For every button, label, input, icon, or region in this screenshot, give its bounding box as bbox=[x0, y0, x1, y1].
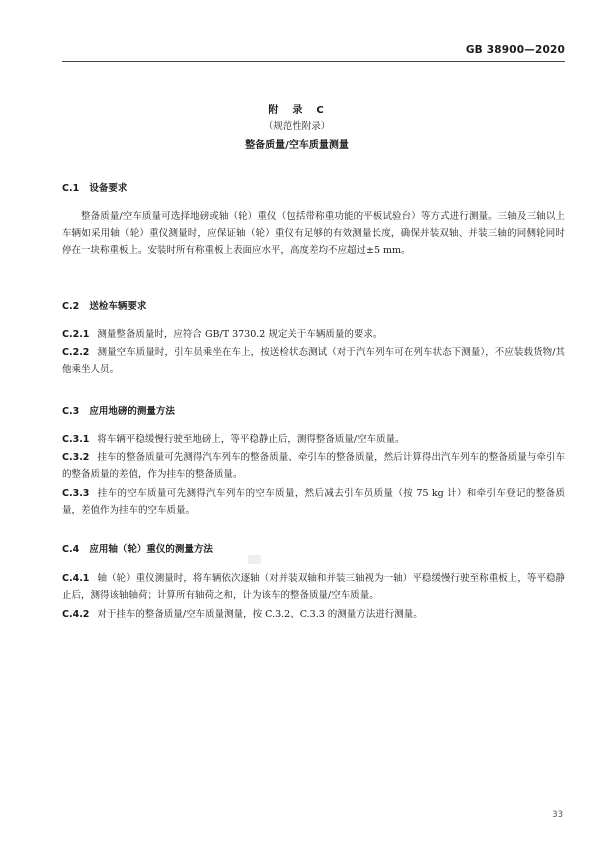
clause-number: C.4.2 bbox=[62, 609, 90, 620]
clause-number: C.4.1 bbox=[62, 573, 90, 584]
section-heading-c4 bbox=[62, 541, 213, 555]
clause-number: C.3.1 bbox=[62, 434, 90, 445]
clause-text: 对于挂车的整备质量/空车质量测量，按 C.3.2、C.3.3 的测量方法进行测量。 bbox=[97, 609, 423, 620]
paragraph: 整备质量/空车质量可选择地磅或轴（轮）重仪（包括带称重功能的平板试验台）等方式进行测量。三轴及三轴以上车辆如采用轴（轮）重仪测量时，应保证轴（轮）重仪有足够的有效测量长度，确保并装双轴、并装三轴的同侧轮同时停在一块称重板上。安装时所有称重板上表面应水平，高度差均不应超过±5 mm。 bbox=[62, 211, 565, 256]
annex-label: 附 录 C bbox=[268, 105, 326, 116]
annex-title: 整备质量/空车质量测量 bbox=[245, 140, 349, 151]
clause-c4-1 bbox=[62, 570, 565, 604]
page-number: 33 bbox=[552, 810, 563, 820]
clause-c2-2 bbox=[62, 344, 565, 378]
watermark-mark bbox=[248, 555, 261, 564]
section-heading-c3 bbox=[62, 403, 175, 417]
section-heading-c1 bbox=[62, 180, 127, 194]
clause-number: C.3.2 bbox=[62, 452, 90, 463]
section-heading-c2 bbox=[62, 298, 146, 312]
section-title: 设备要求 bbox=[89, 183, 128, 194]
clause-c4-2 bbox=[62, 606, 565, 623]
section-title: 应用轴（轮）重仪的测量方法 bbox=[89, 544, 213, 555]
annex-type: （规范性附录） bbox=[263, 121, 331, 132]
clause-text: 将车辆平稳缓慢行驶至地磅上，等平稳静止后，测得整备质量/空车质量。 bbox=[97, 434, 405, 445]
clause-number: C.2.1 bbox=[62, 329, 90, 340]
section-title: 应用地磅的测量方法 bbox=[89, 406, 175, 417]
section-number: C.1 bbox=[62, 183, 80, 194]
clause-number: C.3.3 bbox=[62, 488, 90, 499]
section-number: C.3 bbox=[62, 406, 80, 417]
clause-text: 挂车的空车质量可先测得汽车列车的空车质量，然后减去引车员质量（按 75 kg 计）和牵引车登记的整备质量，差值作为挂车的空车质量。 bbox=[62, 488, 565, 516]
clause-c3-1 bbox=[62, 431, 565, 448]
clause-c2-1 bbox=[62, 326, 565, 343]
clause-number: C.2.2 bbox=[62, 347, 90, 358]
clause-text: 挂车的整备质量可先测得汽车列车的整备质量、牵引车的整备质量，然后计算得出汽车列车的整备质量与牵引车的整备质量的差值，作为挂车的整备质量。 bbox=[62, 452, 565, 480]
section-number: C.2 bbox=[62, 301, 80, 312]
standard-number: GB 38900—2020 bbox=[465, 44, 565, 56]
clause-c3-2 bbox=[62, 449, 565, 483]
clause-text: 轴（轮）重仪测量时，将车辆依次逐轴（对并装双轴和并装三轴视为一轴）平稳缓慢行驶至称重板上，等平稳静止后，测得该轴轴荷；计算所有轴荷之和，计为该车的整备质量/空车质量。 bbox=[62, 573, 565, 601]
clause-c3-3 bbox=[62, 485, 565, 519]
clause-text: 测量空车质量时，引车员乘坐在车上，按送检状态测试（对于汽车列车可在列车状态下测量），不应装载货物/其他乘坐人员。 bbox=[62, 347, 565, 375]
section-number: C.4 bbox=[62, 544, 80, 555]
clause-text: 测量整备质量时，应符合 GB/T 3730.2 规定关于车辆质量的要求。 bbox=[97, 329, 383, 340]
header-rule bbox=[62, 61, 565, 62]
section-title: 送检车辆要求 bbox=[89, 301, 147, 312]
